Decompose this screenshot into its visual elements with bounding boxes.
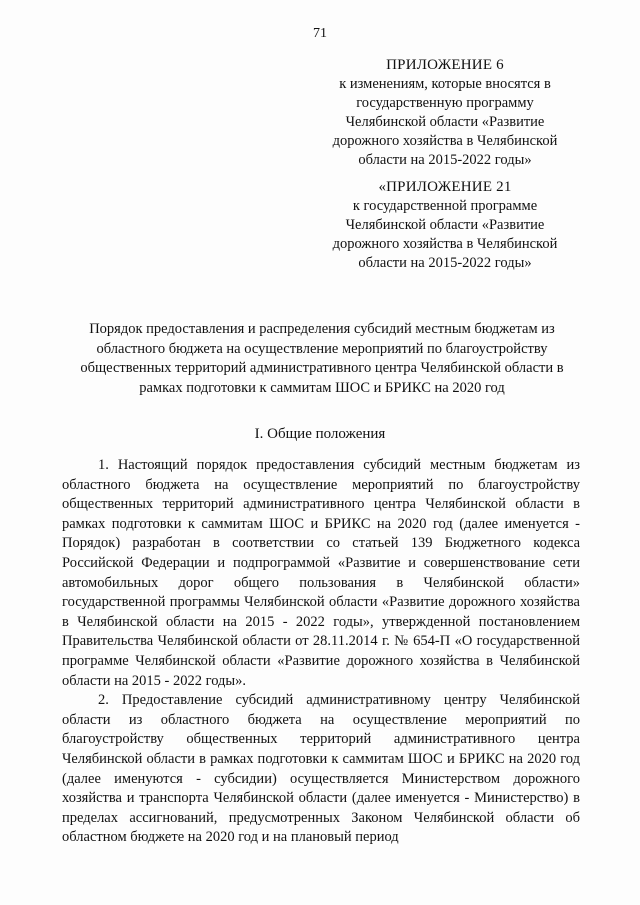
appendix-6-heading: ПРИЛОЖЕНИЕ 6 [386, 57, 504, 73]
appendix-21-line: Челябинской области «Развитие [345, 217, 545, 233]
appendix-21-heading: «ПРИЛОЖЕНИЕ 21 [378, 179, 512, 195]
appendix-21-line: области на 2015-2022 годы» [358, 255, 532, 271]
section-heading: I. Общие положения [254, 426, 386, 442]
page-number: 71 [313, 26, 327, 41]
appendix-21-line: к государственной программе [352, 198, 538, 214]
appendix-6-line: области на 2015-2022 годы» [358, 152, 532, 168]
appendix-6-block [300, 56, 590, 170]
appendix-21-line: дорожного хозяйства в Челябинской [332, 236, 558, 252]
appendix-21-block [300, 178, 590, 273]
appendix-6-line: к изменениям, которые вносятся в [339, 76, 551, 92]
paragraph-1: 1. Настоящий порядок предоставления субсидий местным бюджетам из областного бюджета на осуществление мероприятий по благоустройству общественных территорий административного центра Челябинской области в рамках подготовки к саммитам ШОС и БРИКС на 2020 год (далее именуется - Порядок) разработан в соответствии со статьей 139 Бюджетного кодекса Российской Федерации и подпрограммой «Развитие и совершенствование сети автомобильных дорог общего пользования в Челябинской области» государственной программы Челябинской области «Развитие дорожного хозяйства в Челябинской области на 2015 - 2022 годы», утвержденной постановлением Правительства Челябинской области от 28.11.2014 г. № 654-П «О государственной программе Челябинской области «Развитие дорожного хозяйства в Челябинской области на 2015 - 2022 годы». [62, 457, 580, 689]
appendix-6-line: государственную программу [356, 95, 534, 111]
appendix-6-line: Челябинской области «Развитие [345, 114, 545, 130]
appendix-6-line: дорожного хозяйства в Челябинской [332, 133, 558, 149]
body-text [62, 456, 580, 848]
paragraph-2: 2. Предоставление субсидий административному центру Челябинской области из областного бюджета на осуществление мероприятий по благоустройству общественных территорий административного центра Челябинской области в рамках подготовки к саммитам ШОС и БРИКС на 2020 год (далее именуются - субсидии) осуществляется Министерством дорожного хозяйства и транспорта Челябинской области (далее именуется - Министерство) в пределах ассигнований, предусмотренных Законом Челябинской области об областном бюджете на 2020 год и на плановый период [62, 692, 580, 846]
document-title: Порядок предоставления и распределения субсидий местным бюджетам из областного бюджета на осуществление мероприятий по благоустройству общественных территорий административного центра Челябинской области в рамках подготовки к саммитам ШОС и БРИКС на 2020 год [80, 321, 564, 396]
